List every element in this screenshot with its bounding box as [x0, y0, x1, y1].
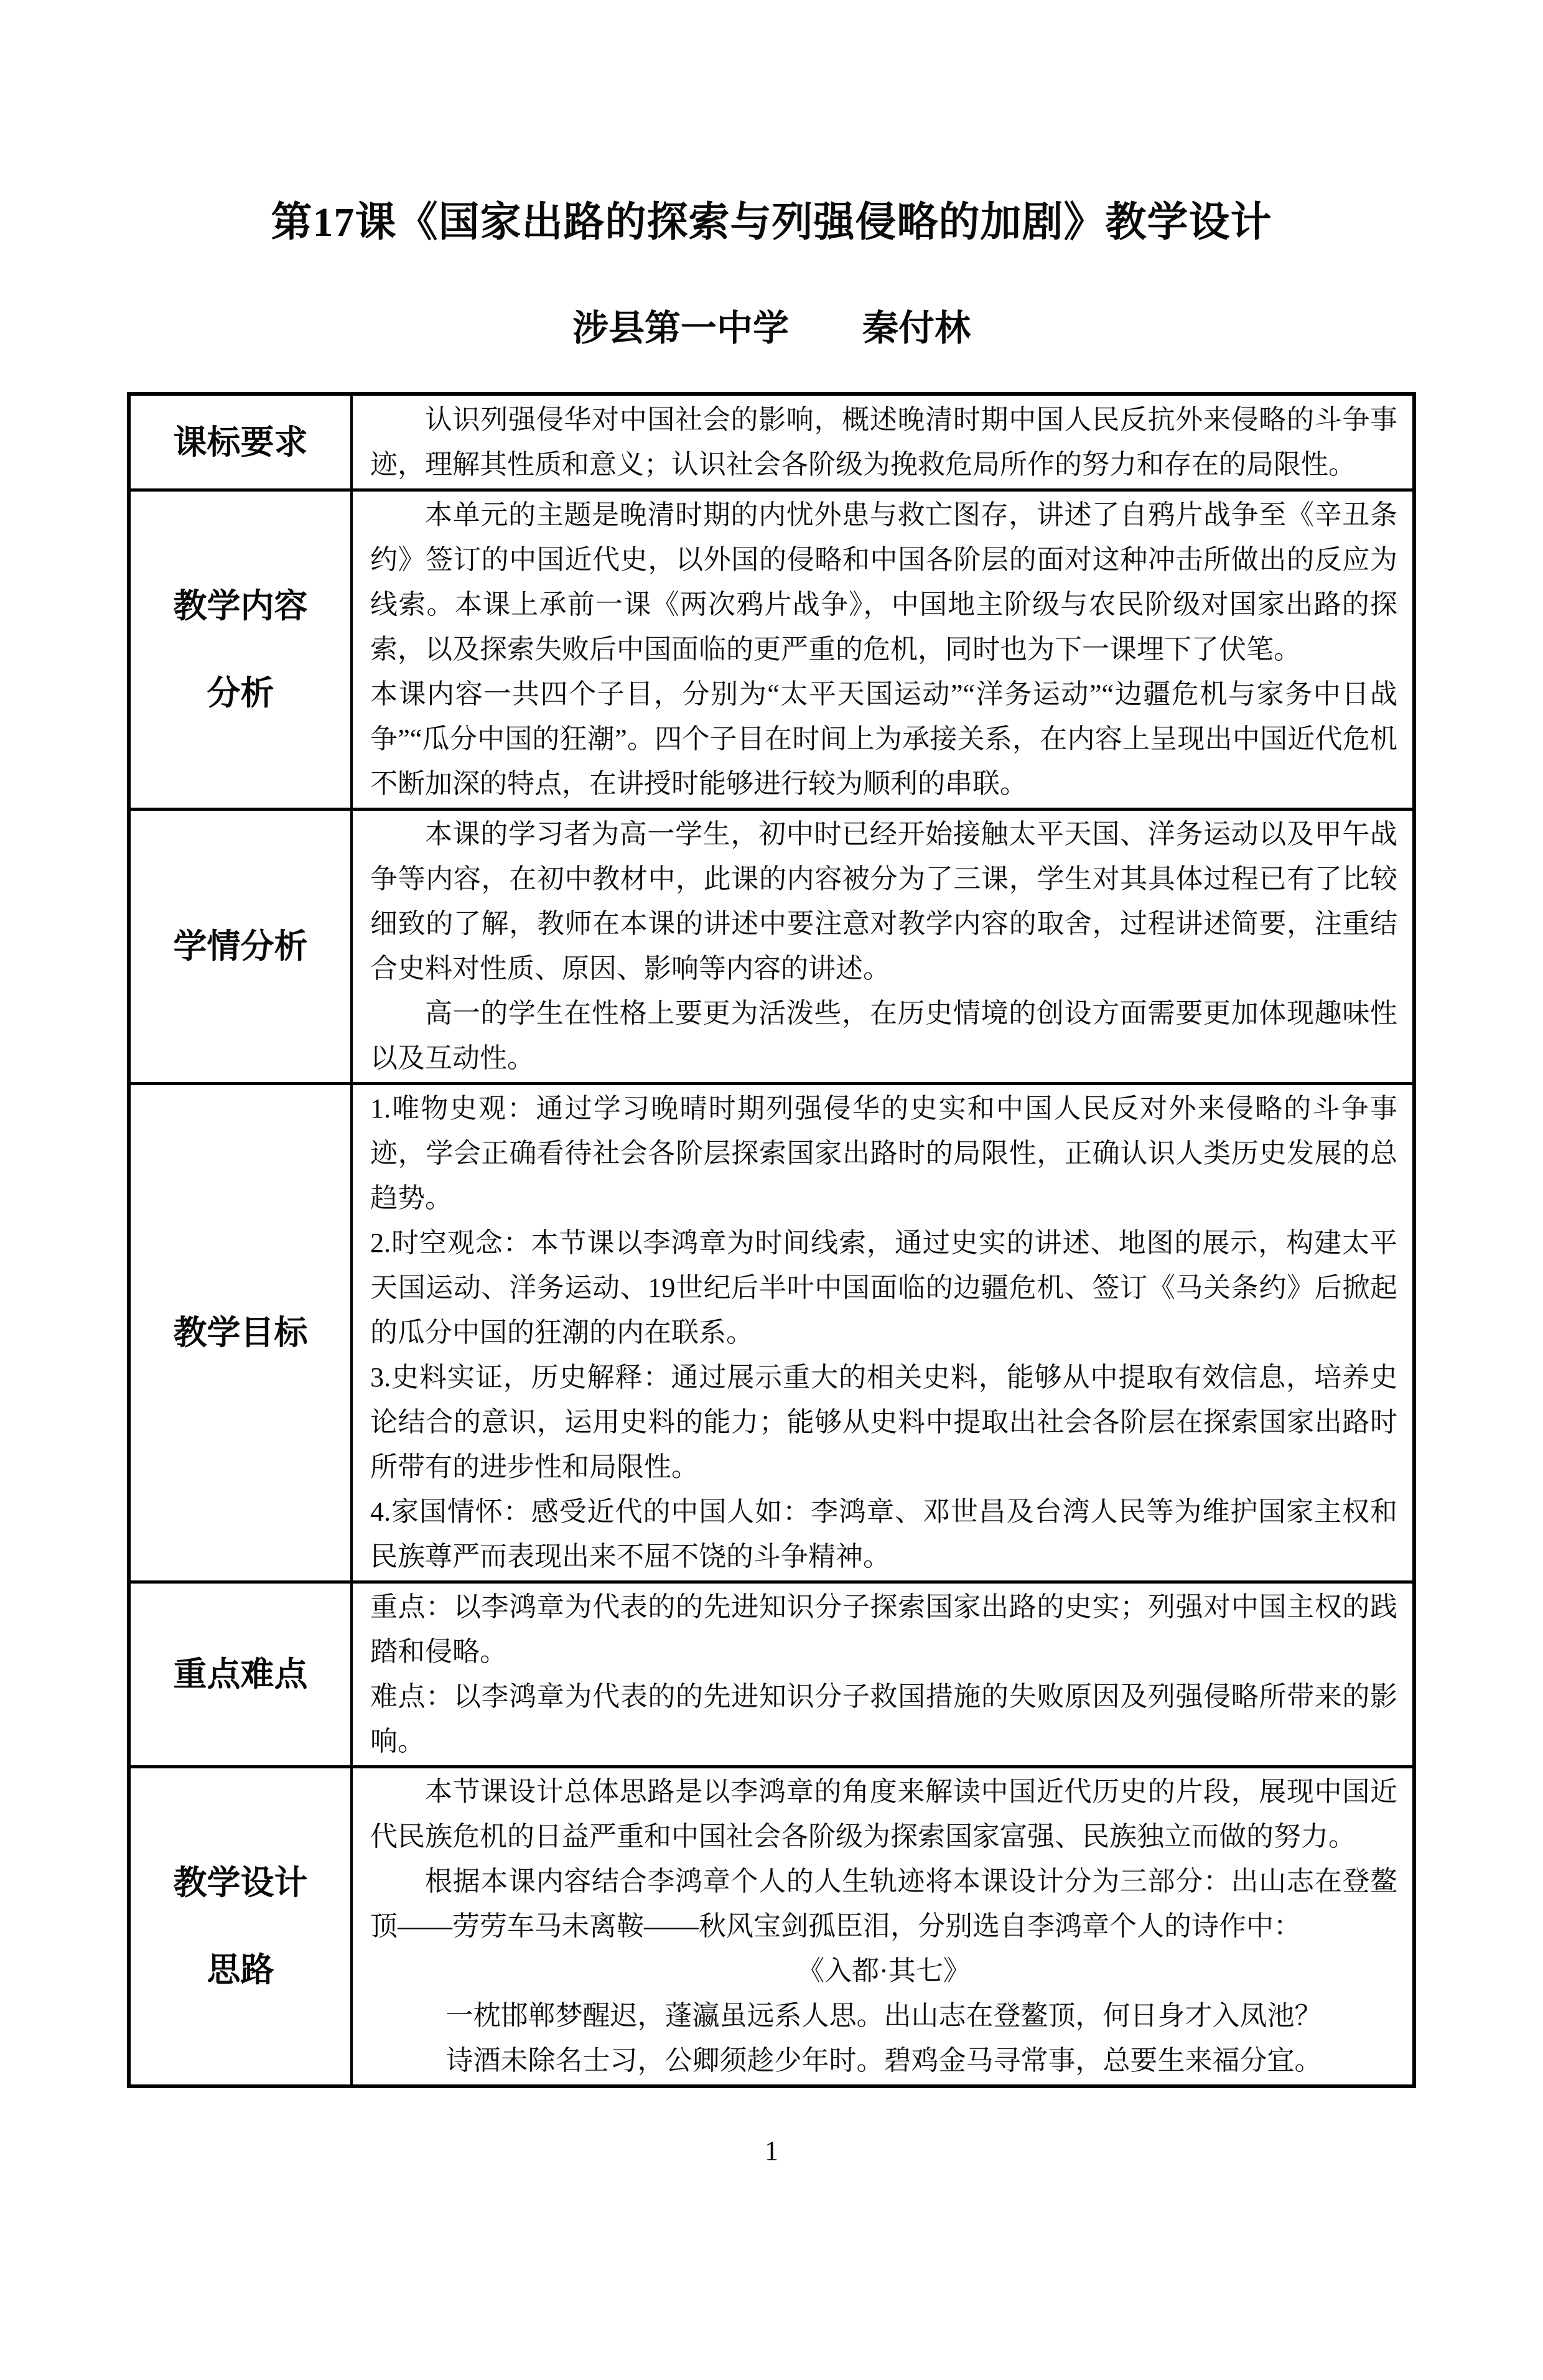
row-label-key-difficult-points: [129, 1582, 352, 1767]
paragraph: 本课内容一共四个子目，分别为“太平天国运动”“洋务运动”“边疆危机与家务中日战争”“瓜分中国的狂潮”。四个子目在时间上为承接关系，在内容上呈现出中国近代危机不断加深的特点，在讲授时能够进行较为顺利的串联。: [370, 679, 1397, 799]
row-content-design-approach: [352, 1767, 1414, 2087]
document-page: [0, 198, 1543, 2380]
row-content-content-analysis: [352, 490, 1414, 810]
lesson-design-table: [127, 392, 1416, 2088]
poem-line: 诗酒未除名士习，公卿须趁少年时。碧鸡金马寻常事，总要生来福分宜。: [445, 2045, 1322, 2076]
row-label-text: 教学目标: [173, 1314, 308, 1351]
table-row-curriculum-requirements: [129, 394, 1414, 490]
paragraph: 难点：以李鸿章为代表的的先进知识分子救国措施的失败原因及列强侵略所带来的影响。: [370, 1681, 1397, 1757]
row-label-text: 重点难点: [173, 1656, 308, 1693]
row-content-learner-analysis: [352, 810, 1414, 1084]
table-row-learner-analysis: [129, 810, 1414, 1084]
table-row-content-analysis: [129, 490, 1414, 810]
row-content-key-difficult-points: [352, 1582, 1414, 1767]
row-content-curriculum-requirements: [352, 394, 1414, 490]
page-number: 1: [765, 2135, 778, 2166]
paragraph: 本课的学习者为高一学生，初中时已经开始接触太平天国、洋务运动以及甲午战争等内容，在初中教材中，此课的内容被分为了三课，学生对其具体过程已有了比较细致的了解，教师在本课的讲述中要注意对教学内容的取舍，过程讲述简要，注重结合史料对性质、原因、影响等内容的讲述。: [370, 819, 1397, 984]
row-label-text: 思路: [207, 1951, 274, 1989]
row-label-text: 教学设计: [173, 1864, 308, 1902]
paragraph: 认识列强侵华对中国社会的影响，概述晚清时期中国人民反抗外来侵略的斗争事迹，理解其性质和意义；认识社会各阶级为挽救危局所作的努力和存在的局限性。: [370, 404, 1397, 480]
paragraph: 2.时空观念：本节课以李鸿章为时间线索，通过史实的讲述、地图的展示，构建太平天国运动、洋务运动、19世纪后半叶中国面临的边疆危机、签订《马关条约》后掀起的瓜分中国的狂潮的内在联系。: [370, 1228, 1397, 1348]
paragraph: 本节课设计总体思路是以李鸿章的角度来解读中国近代历史的片段，展现中国近代民族危机的日益严重和中国社会各阶级为探索国家富强、民族独立而做的努力。: [370, 1776, 1397, 1852]
row-content-teaching-objectives: [352, 1084, 1414, 1582]
row-label-curriculum-requirements: [129, 394, 352, 490]
poem-line: 一枕邯郸梦醒迟，蓬瀛虽远系人思。出山志在登鳌顶，何日身才入凤池？: [445, 2000, 1322, 2031]
row-label-learner-analysis: [129, 810, 352, 1084]
school-name: 涉县第一中学: [572, 308, 789, 348]
table-row-key-difficult-points: [129, 1582, 1414, 1767]
row-label-design-approach: [129, 1767, 352, 2087]
paragraph: 根据本课内容结合李鸿章个人的人生轨迹将本课设计分为三部分：出山志在登鳌顶——劳劳车马未离鞍——秋风宝剑孤臣泪，分别选自李鸿章个人的诗作中：: [370, 1866, 1397, 1941]
row-label-teaching-objectives: [129, 1084, 352, 1582]
poem-title: 《入都·其七》: [797, 1956, 971, 1986]
paragraph: 1.唯物史观：通过学习晚晴时期列强侵华的史实和中国人民反对外来侵略的斗争事迹，学会正确看待社会各阶层探索国家出路时的局限性，正确认识人类历史发展的总趋势。: [370, 1093, 1397, 1213]
paragraph: 本单元的主题是晚清时期的内忧外患与救亡图存，讲述了自鸦片战争至《辛丑条约》签订的中国近代史，以外国的侵略和中国各阶层的面对这种冲击所做出的反应为线索。本课上承前一课《两次鸦片战争》，中国地主阶级与农民阶级对国家出路的探索，以及探索失败后中国面临的更严重的危机，同时也为下一课埋下了伏笔。: [370, 500, 1397, 665]
row-label-text: 分析: [207, 674, 274, 712]
paragraph: 4.家国情怀：感受近代的中国人如：李鸿章、邓世昌及台湾人民等为维护国家主权和民族尊严而表现出来不屈不饶的斗争精神。: [370, 1496, 1397, 1572]
row-label-text: 学情分析: [173, 928, 308, 965]
page-title: 第17课《国家出路的探索与列强侵略的加剧》教学设计: [271, 200, 1272, 245]
paragraph: 3.史料实证，历史解释：通过展示重大的相关史料，能够从中提取有效信息，培养史论结合的意识，运用史料的能力；能够从史料中提取出社会各阶层在探索国家出路时所带有的进步性和局限性。: [370, 1362, 1397, 1482]
row-label-content-analysis: [129, 490, 352, 810]
doc-subtitle: [0, 306, 1543, 351]
author-name: 秦付林: [862, 308, 971, 348]
table-row-teaching-objectives: [129, 1084, 1414, 1582]
paragraph: 高一的学生在性格上要更为活泼些，在历史情境的创设方面需要更加体现趣味性以及互动性。: [370, 998, 1397, 1073]
row-label-text: 课标要求: [173, 423, 308, 461]
table-row-design-approach: [129, 1767, 1414, 2087]
paragraph: 重点：以李鸿章为代表的的先进知识分子探索国家出路的史实；列强对中国主权的践踏和侵略。: [370, 1592, 1397, 1667]
row-label-text: 教学内容: [173, 587, 308, 625]
